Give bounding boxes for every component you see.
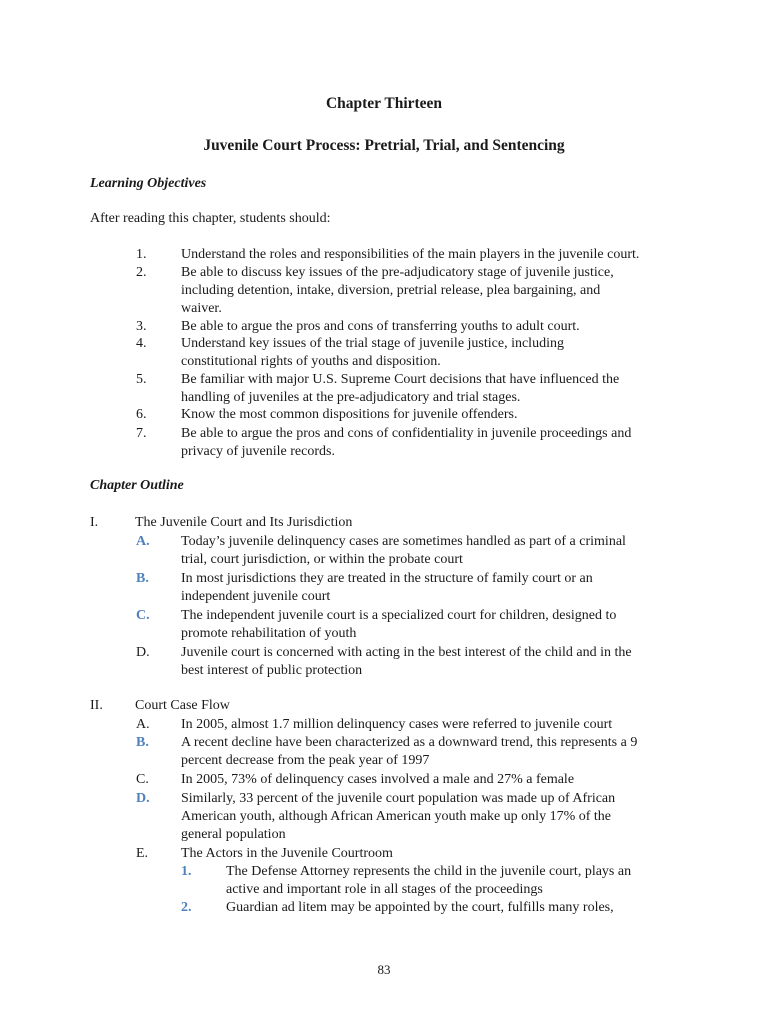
subitem-number: 2.	[181, 900, 192, 915]
chapter-title: Chapter Thirteen	[325, 95, 443, 112]
item-letter: D.	[136, 791, 150, 806]
objective-number: 2.	[136, 265, 147, 280]
learning-objectives-intro: After reading this chapter, students should:	[90, 211, 331, 226]
subitem-line: active and important role in all stages of the proceedings	[226, 882, 543, 897]
objective-line: Know the most common dispositions for juvenile offenders.	[181, 407, 518, 422]
item-line: In most jurisdictions they are treated in the structure of family court or an	[181, 571, 593, 586]
subitem-line: The Defense Attorney represents the child in the juvenile court, plays an	[226, 864, 632, 879]
objective-line: waiver.	[181, 301, 222, 316]
objective-number: 4.	[136, 336, 147, 351]
item-line: promote rehabilitation of youth	[181, 626, 357, 641]
item-letter: D.	[136, 645, 150, 660]
objective-line: Be familiar with major U.S. Supreme Court decisions that have influenced the	[181, 372, 620, 387]
objective-number: 6.	[136, 407, 147, 422]
item-line: The independent juvenile court is a specialized court for children, designed to	[181, 608, 617, 623]
item-line: Similarly, 33 percent of the juvenile court population was made up of African	[181, 791, 616, 806]
objective-line: privacy of juvenile records.	[181, 444, 335, 459]
item-line: percent decrease from the peak year of 1997	[181, 753, 430, 768]
chapter-subtitle: Juvenile Court Process: Pretrial, Trial, and Sentencing	[203, 137, 565, 154]
chapter-outline-heading: Chapter Outline	[90, 478, 184, 493]
item-letter: B.	[136, 735, 149, 750]
objective-line: Be able to argue the pros and cons of transferring youths to adult court.	[181, 319, 580, 334]
subitem-number: 1.	[181, 864, 192, 879]
subitem-line: Guardian ad litem may be appointed by the court, fulfills many roles,	[226, 900, 614, 915]
section-title: The Juvenile Court and Its Jurisdiction	[135, 515, 353, 530]
item-letter: C.	[136, 608, 150, 623]
objective-number: 7.	[136, 426, 147, 441]
item-line: American youth, although African American youth make up only 17% of the	[181, 809, 612, 824]
item-line: general population	[181, 827, 286, 842]
objective-line: Understand the roles and responsibilities of the main players in the juvenile court.	[181, 247, 640, 262]
item-line: independent juvenile court	[181, 589, 331, 604]
objective-line: Understand key issues of the trial stage of juvenile justice, including	[181, 336, 564, 351]
section-number: I.	[90, 515, 99, 530]
section-title: Court Case Flow	[135, 698, 230, 713]
objective-line: including detention, intake, diversion, pretrial release, plea bargaining, and	[181, 283, 601, 298]
item-line: A recent decline have been characterized as a downward trend, this represents a 9	[181, 735, 638, 750]
objective-number: 1.	[136, 247, 147, 262]
item-line: Juvenile court is concerned with acting in the best interest of the child and in the	[181, 645, 632, 660]
item-line: trial, court jurisdiction, or within the probate court	[181, 552, 463, 567]
item-letter: A.	[136, 717, 150, 732]
item-line: The Actors in the Juvenile Courtroom	[181, 846, 393, 861]
item-letter: C.	[136, 772, 149, 787]
section-number: II.	[90, 698, 103, 713]
item-line: In 2005, 73% of delinquency cases involved a male and 27% a female	[181, 772, 575, 787]
objective-line: handling of juveniles at the pre-adjudicatory and trial stages.	[181, 390, 521, 405]
page-number: 83	[377, 962, 391, 977]
item-letter: B.	[136, 571, 149, 586]
learning-objectives-heading: Learning Objectives	[90, 176, 207, 191]
objective-line: Be able to discuss key issues of the pre-adjudicatory stage of juvenile justice,	[181, 265, 614, 280]
objective-number: 5.	[136, 372, 147, 387]
item-letter: E.	[136, 846, 149, 861]
item-line: Today’s juvenile delinquency cases are sometimes handled as part of a criminal	[181, 534, 626, 549]
objective-line: constitutional rights of youths and disposition.	[181, 354, 441, 369]
objective-line: Be able to argue the pros and cons of confidentiality in juvenile proceedings and	[181, 426, 632, 441]
item-line: best interest of public protection	[181, 663, 363, 678]
item-line: In 2005, almost 1.7 million delinquency cases were referred to juvenile court	[181, 717, 613, 732]
item-letter: A.	[136, 534, 150, 549]
objective-number: 3.	[136, 319, 147, 334]
